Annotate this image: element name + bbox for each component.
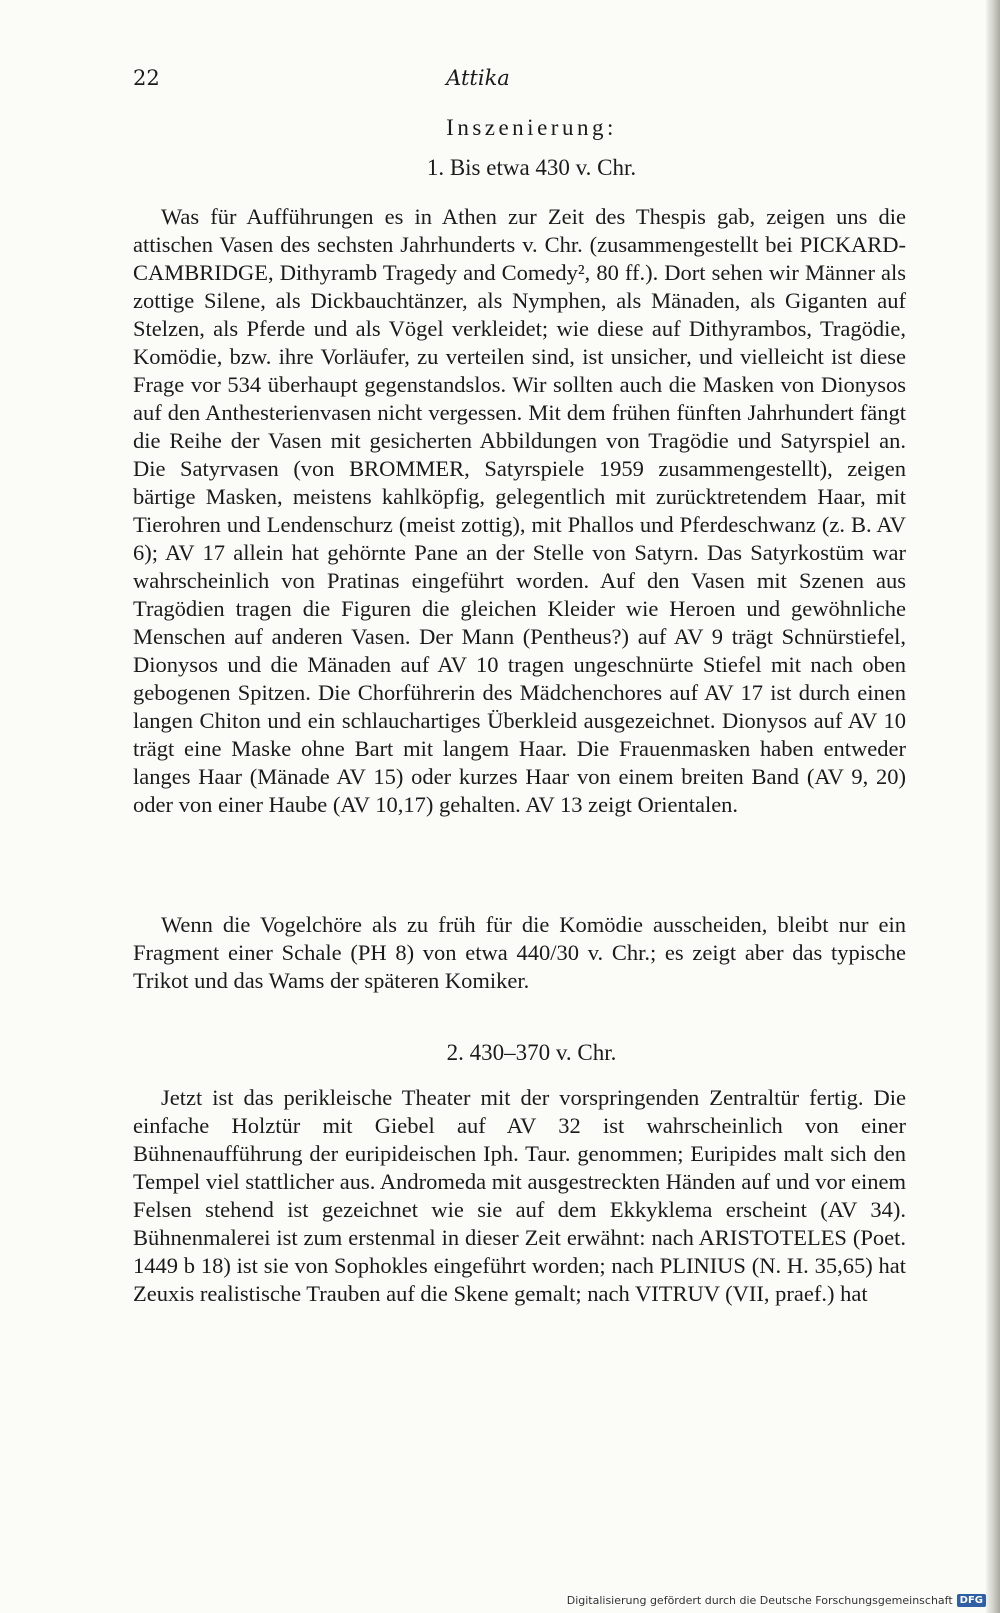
page-edge — [986, 0, 1000, 1613]
page-number: 22 — [133, 66, 160, 90]
subsection-title-2: 2. 430–370 v. Chr. — [446, 1040, 617, 1065]
dfg-logo: DFG — [957, 1594, 986, 1607]
running-header — [133, 66, 823, 94]
paragraph-1: Was für Aufführungen es in Athen zur Zeit des Thespis gab, zeigen uns die attischen Vasen des sechsten Jahrhunderts v. Chr. (zusammengestellt bei PICKARD-CAMBRIDGE, Dithyramb Tragedy and Comedy², 80 ff.). Dort sehen wir Männer als zottige Silene, als Dickbauchtänzer, als Nymphen, als Mänaden, als Giganten auf Stelzen, als Pferde und als Vögel verkleidet; wie diese auf Dithyrambos, Tragödie, Komödie, bzw. ihre Vorläufer, zu verteilen sind, ist unsicher, und vielleicht ist diese Frage vor 534 überhaupt gegenstandslos. Wir sollten auch die Masken von Dionysos auf den Anthesterienvasen nicht vergessen. Mit dem frühen fünften Jahrhundert fängt die Reihe der Vasen mit gesicherten Abbildungen von Tragödie und Satyrspiel an. Die Satyrvasen (von BROMMER, Satyrspiele 1959 zusammengestellt), zeigen bärtige Masken, meistens kahlköpfig, gelegentlich mit zurücktretendem Haar, mit Tierohren und Lendenschurz (meist zottig), mit Phallos und Pferdeschwanz (z. B. AV 6); AV 17 allein hat gehörnte Pane an der Stelle von Satyrn. Das Satyrkostüm war wahrscheinlich von Pratinas eingeführt worden. Auf den Vasen mit Szenen aus Tragödien tragen die Figuren die gleichen Kleider wie Heroen und gewöhnliche Menschen auf anderen Vasen. Der Mann (Pentheus?) auf AV 9 trägt Schnürstiefel, Dionysos und die Mänaden auf AV 10 tragen ungeschnürte Stiefel mit nach oben gebogenen Spitzen. Die Chorführerin des Mädchenchores auf AV 17 ist durch einen langen Chiton und ein schlauchartiges Überkleid ausgezeichnet. Dionysos auf AV 10 trägt eine Maske ohne Bart mit langem Haar. Die Frauenmasken haben entweder langes Haar (Mänade AV 15) oder kurzes Haar von einem breiten Band (AV 9, 20) oder von einer Haube (AV 10,17) gehalten. AV 13 zeigt Orientalen. — [133, 204, 906, 817]
footer-text: Digitalisierung gefördert durch die Deutsche Forschungsgemeinschaft — [566, 1594, 953, 1607]
digitization-footer — [567, 1594, 986, 1607]
subsection-title-1: 1. Bis etwa 430 v. Chr. — [426, 155, 637, 180]
paragraph-2: Wenn die Vogelchöre als zu früh für die Komödie ausscheiden, bleibt nur ein Fragment einer Schale (PH 8) von etwa 440/30 v. Chr.; es zeigt aber das typische Trikot und das Wams der späteren Komiker. — [133, 912, 906, 993]
paragraph-3: Jetzt ist das perikleische Theater mit der vorspringenden Zentraltür fertig. Die einfache Holztür mit Giebel auf AV 32 ist wahrscheinlich von einer Bühnenaufführung der euripideischen Iph. Taur. genommen; Euripides malt sich den Tempel viel stattlicher aus. Andromeda mit ausgestreckten Händen auf und vor einem Felsen stehend ist gezeichnet wie sie auf dem Ekkyklema erscheint (AV 34). Bühnenmalerei ist zum erstenmal in dieser Zeit erwähnt: nach ARISTOTELES (Poet. 1449 b 18) ist sie von Sophokles eingeführt worden; nach PLINIUS (N. H. 35,65) hat Zeuxis realistische Trauben auf die Skene gemalt; nach VITRUV (VII, praef.) hat — [133, 1085, 906, 1306]
running-title: Attika — [446, 66, 510, 90]
section-title: Inszenierung: — [446, 115, 617, 140]
